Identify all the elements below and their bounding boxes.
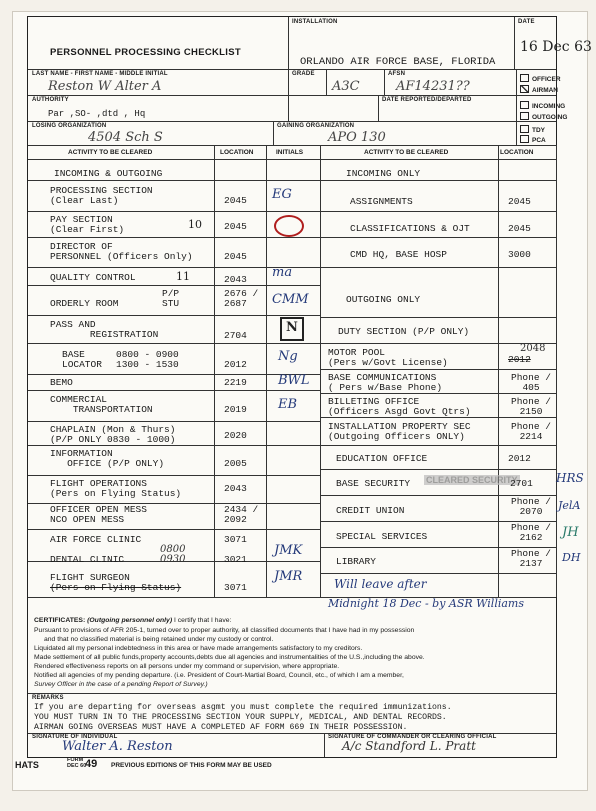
row-air-force-clinic[interactable]: AIR FORCE CLINIC [50,534,142,545]
officer-checkbox[interactable] [520,74,561,83]
losing-org-value[interactable]: 4504 Sch S [88,130,163,145]
row-installation-property[interactable]: INSTALLATION PROPERTY SEC (Outgoing Officers ONLY) [328,421,471,442]
loc-processing: 2045 [224,195,247,206]
locator-hours: 0800 - 0900 1300 - 1530 [116,349,179,370]
loc-assignments: 2045 [508,196,531,207]
row-bemo[interactable]: BEMO [50,377,73,388]
name-label: LAST NAME - FIRST NAME - MIDDLE INITIAL [32,71,168,77]
loc-installation-property: Phone / 2214 [511,421,551,442]
signature-individual[interactable]: Walter A. Reston [62,739,173,754]
row-flight-operations[interactable]: FLIGHT OPERATIONS (Pers on Flying Status) [50,478,182,499]
row-motor-pool[interactable]: MOTOR POOL (Pers w/Govt License) [328,347,448,368]
loc-education: 2012 [508,453,531,464]
row-assignments[interactable]: ASSIGNMENTS [350,196,413,207]
handwritten-note-1: Will leave after [334,577,427,591]
loc-classifications: 2045 [508,223,531,234]
outgoing-label: OUTGOING [532,114,568,121]
initials-pass-box: N [280,317,304,341]
section-outgoing-only: OUTGOING ONLY [346,294,421,305]
airman-label: AIRMAN [532,87,558,94]
loc-quality: 2043 [224,274,247,285]
row-library[interactable]: LIBRARY [336,556,376,567]
grade-label: GRADE [292,71,315,77]
airman-checkbox[interactable] [520,85,558,94]
initials-special-services[interactable]: JH [562,525,579,540]
cert-line-2: and that no classified material is being retained under my custody or control. [44,636,274,643]
col-location-left: LOCATION [220,149,254,156]
dental-note: 0800 0930 [160,544,186,565]
cert-line-3: Liquidated all my personal indebtedness in this area or have made arrangements satisfactory to my creditors. [34,645,363,652]
section-incoming-outgoing: INCOMING & OUTGOING [54,168,163,179]
loc-base-comm: Phone / 405 [511,372,551,393]
cert-line-7: Survey Officer in the case of a pending Report of Survey.) [34,681,208,688]
incoming-checkbox[interactable] [520,101,565,110]
loc-pay: 2045 [224,221,247,232]
row-processing-section[interactable]: PROCESSING SECTION (Clear Last) [50,185,153,206]
gaining-org-label: GAINING ORGANIZATION [277,123,355,129]
outgoing-checkbox[interactable] [520,112,567,121]
initials-processing[interactable]: EG [272,187,292,202]
loc-security: 2701 [510,478,533,489]
loc-billeting: Phone / 2150 [511,396,551,417]
row-base-security[interactable]: BASE SECURITY [336,478,411,489]
cert-line-6: Notified all agencies of my pending departure. (i.e. President of Court-Martial Board, Council, etc., of which I am a member, [34,672,404,679]
pca-checkbox[interactable]: PCA [520,135,546,144]
row-base-locator[interactable]: BASE LOCATOR [62,349,102,370]
signature-commander[interactable]: A/c Standford L. Pratt [342,739,476,753]
initials-pay-stamp [274,215,304,237]
row-classifications[interactable]: CLASSIFICATIONS & OJT [350,223,470,234]
remarks-line-1: If you are departing for overseas asgmt you must complete the required immunizations. [34,703,452,712]
col-activity-left: ACTIVITY TO BE CLEARED [68,149,153,156]
loc-pass: 2704 [224,330,247,341]
afsn-label: AFSN [388,71,406,77]
initials-credit-union[interactable]: JelA [558,499,581,512]
initials-dental[interactable]: JMK [274,543,303,558]
installation-value[interactable]: ORLANDO AIR FORCE BASE, FLORIDA [300,56,496,68]
loc-cmd-hq: 3000 [508,249,531,260]
checklist-form [27,16,592,758]
date-value[interactable]: 16 Dec 63 [520,39,592,55]
date-label: DATE [518,19,535,25]
section-incoming-only: INCOMING ONLY [346,168,421,179]
name-value[interactable]: Reston W Alter A [48,79,162,94]
row-orderly-room[interactable]: ORDERLY ROOM [50,298,119,309]
cert-line-1: Pursuant to provisions of AFR 205-1, turned over to proper authority, all classified documents that I have had in my possession [34,627,415,634]
signature-commander-label: SIGNATURE OF COMMANDER OR CLEARING OFFICIAL [328,734,497,740]
initials-transportation[interactable]: EB [278,397,298,412]
afsn-value[interactable]: AF14231?? [396,79,470,94]
date-reported-label: DATE REPORTED/DEPARTED [382,97,472,103]
loc-clinic: 3071 [224,534,247,545]
row-information-office[interactable]: INFORMATION OFFICE (P/P ONLY) [50,448,165,469]
loc-locator: 2012 [224,359,247,370]
row-commercial-transportation[interactable]: COMMERCIAL TRANSPORTATION [50,394,153,415]
loc-director: 2045 [224,251,247,262]
tdy-checkbox[interactable]: TDY [520,125,545,134]
orderly-sub: P/P STU [162,288,180,309]
loc-chaplain: 2020 [224,430,247,441]
row-billeting-office[interactable]: BILLETING OFFICE (Officers Asgd Govt Qtrs) [328,396,471,417]
form-page [12,11,592,791]
loc-bemo: 2219 [224,377,247,388]
loc-orderly: 2676 / 2687 [224,288,259,309]
col-activity-right: ACTIVITY TO BE CLEARED [364,149,449,156]
loc-motor-pool: 2012 [508,354,531,365]
initials-orderly[interactable]: CMM [272,292,309,307]
motor-pool-note: 2048 [520,343,546,354]
row-base-communications[interactable]: BASE COMMUNICATIONS ( Pers w/Base Phone) [328,372,443,393]
certificates-heading: CERTIFICATES: (Outgoing personnel only) I certify that I have: [34,617,232,624]
remarks-line-2: YOU MUST TURN IN TO THE PROCESSING SECTION YOUR SUPPLY, MEDICAL, AND DENTAL RECORDS. [34,713,447,722]
row-credit-union[interactable]: CREDIT UNION [336,505,405,516]
col-location-right: LOCATION [500,149,534,156]
footer-form-meta: FORM DEC 60 [67,757,87,769]
row-cmd-hq[interactable]: CMD HQ, BASE HOSP [350,249,447,260]
initials-library[interactable]: DH [562,551,581,564]
row-open-mess[interactable]: OFFICER OPEN MESS NCO OPEN MESS [50,504,147,525]
row-special-services[interactable]: SPECIAL SERVICES [336,531,428,542]
footer-note: PREVIOUS EDITIONS OF THIS FORM MAY BE USED [111,762,272,769]
signature-individual-label: SIGNATURE OF INDIVIDUAL [32,734,118,740]
loc-open-mess: 2434 / 2092 [224,504,259,525]
row-duty-section[interactable]: DUTY SECTION (P/P ONLY) [338,326,470,337]
footer-code: HATS [15,760,39,770]
gaining-org-value[interactable]: APO 130 [328,130,386,145]
loc-special-services: Phone / 2162 [511,522,551,543]
authority-label: AUTHORITY [32,97,69,103]
initials-surgeon[interactable]: JMR [274,569,303,584]
row-flight-surgeon[interactable]: FLIGHT SURGEON (Pers on Flying Status) [50,572,182,593]
pay-note: 10 [188,218,202,231]
row-dental-clinic[interactable]: DENTAL CLINIC [50,554,125,565]
row-pass-registration[interactable]: PASS AND REGISTRATION [50,319,159,340]
cert-line-5: Rendered effectiveness reports on all persons under my command or supervision, where appropriate. [34,663,340,670]
row-education-office[interactable]: EDUCATION OFFICE [336,453,428,464]
grade-value[interactable]: A3C [332,79,360,94]
loc-information: 2005 [224,458,247,469]
quality-note: 11 [176,270,190,283]
loc-surgeon: 3071 [224,582,247,593]
loc-transportation: 2019 [224,404,247,415]
cert-line-4: Made settlement of all public funds,property accounts,debts due all agencies and instrumentalities of the U.S.,including the above. [34,654,425,661]
row-quality-control[interactable]: QUALITY CONTROL [50,272,136,283]
row-chaplain[interactable]: CHAPLAIN (Mon & Thurs) (P/P ONLY 0830 - 1000) [50,424,176,445]
initials-security[interactable]: HRS [556,471,584,485]
installation-label: INSTALLATION [292,19,338,25]
initials-quality[interactable]: ma [272,265,293,280]
loc-dental: 3021 [224,554,247,565]
losing-org-label: LOSING ORGANIZATION [32,123,107,129]
footer-form-number: 49 [85,758,98,770]
cleared-security-stamp: CLEARED SECURITY [426,475,518,485]
loc-library: Phone / 2137 [511,548,551,569]
initials-locator[interactable]: Ng [278,349,298,364]
incoming-label: INCOMING [532,103,566,110]
handwritten-note-2: Midnight 18 Dec - by ASR Williams [328,597,524,610]
row-director-personnel[interactable]: DIRECTOR OF PERSONNEL (Officers Only) [50,241,193,262]
col-initials-left: INITIALS [276,149,304,156]
remarks-label: REMARKS [32,695,64,701]
authority-value[interactable]: Par ,SO- ,dtd , Hq [48,109,146,119]
loc-flight-ops: 2043 [224,483,247,494]
initials-bemo[interactable]: BWL [278,373,310,388]
remarks-line-3: AIRMAN GOING OVERSEAS MUST HAVE A COMPLETED AF FORM 669 IN THEIR POSSESSION. [34,723,408,732]
form-title: PERSONNEL PROCESSING CHECKLIST [50,47,241,58]
officer-label: OFFICER [532,76,561,83]
loc-credit-union: Phone / 2070 [511,496,551,517]
row-pay-section[interactable]: PAY SECTION (Clear First) [50,214,125,235]
